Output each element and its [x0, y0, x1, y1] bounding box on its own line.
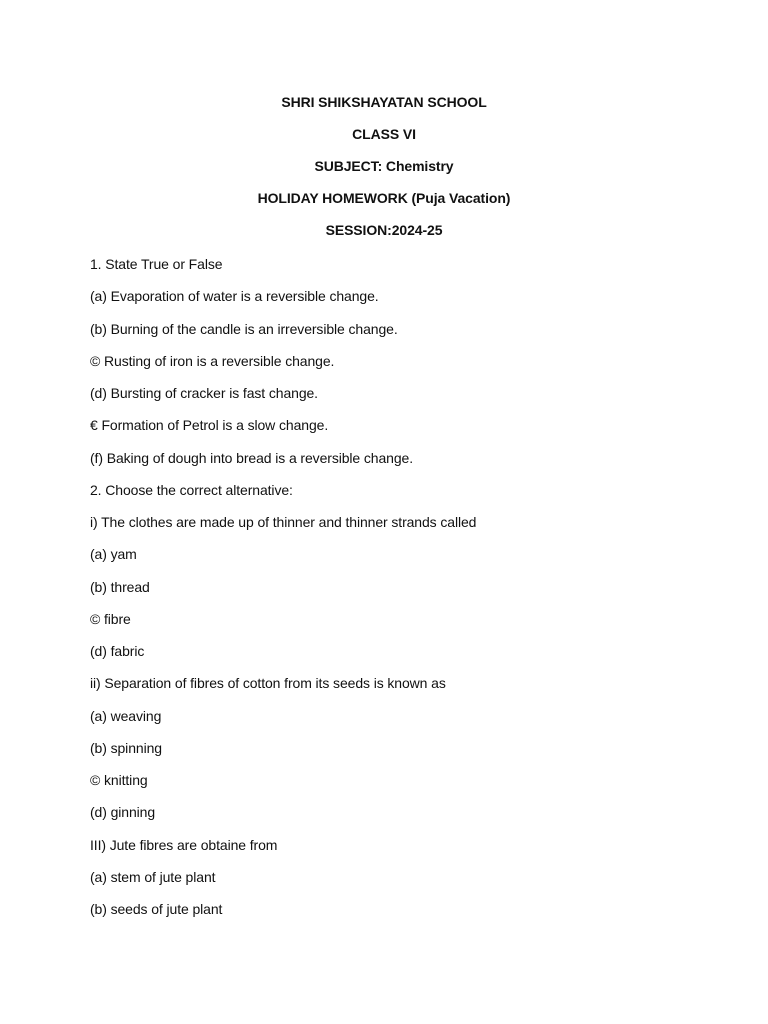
subject-label: SUBJECT: Chemistry — [314, 158, 454, 174]
question-line: III) Jute fibres are obtaine from — [90, 836, 278, 853]
option-line: (d) ginning — [90, 804, 156, 821]
question-line: (a) Evaporation of water is a reversible change. — [90, 288, 379, 305]
question-line: i) The clothes are made up of thinner and thinner strands called — [90, 514, 477, 530]
option-line: (d) fabric — [90, 643, 145, 659]
option-line: (a) yam — [90, 546, 137, 563]
school-name: SHRI SHIKSHAYATAN SCHOOL — [281, 94, 487, 110]
question-line: ii) Separation of fibres of cotton from its seeds is known as — [90, 675, 446, 692]
session-label: SESSION:2024-25 — [325, 222, 443, 238]
question-line: € Formation of Petrol is a slow change. — [90, 417, 329, 434]
question-line: (b) Burning of the candle is an irreversible change. — [90, 320, 398, 337]
option-line: (b) thread — [90, 578, 150, 595]
option-line: (b) seeds of jute plant — [90, 901, 223, 917]
class-label: CLASS VI — [352, 126, 416, 142]
section-heading: 1. State True or False — [90, 256, 223, 272]
homework-questions — [90, 254, 730, 931]
homework-title: HOLIDAY HOMEWORK (Puja Vacation) — [257, 190, 511, 206]
option-line: (b) spinning — [90, 739, 162, 756]
question-line: © Rusting of iron is a reversible change. — [90, 352, 335, 369]
document-header — [0, 92, 768, 252]
question-line: (d) Bursting of cracker is fast change. — [90, 385, 318, 401]
section-heading: 2. Choose the correct alternative: — [90, 481, 293, 498]
option-line: © fibre — [90, 610, 131, 627]
question-line: (f) Baking of dough into bread is a reversible change. — [90, 449, 414, 466]
option-line: © knitting — [90, 772, 148, 788]
option-line: (a) stem of jute plant — [90, 868, 216, 885]
option-line: (a) weaving — [90, 707, 162, 724]
